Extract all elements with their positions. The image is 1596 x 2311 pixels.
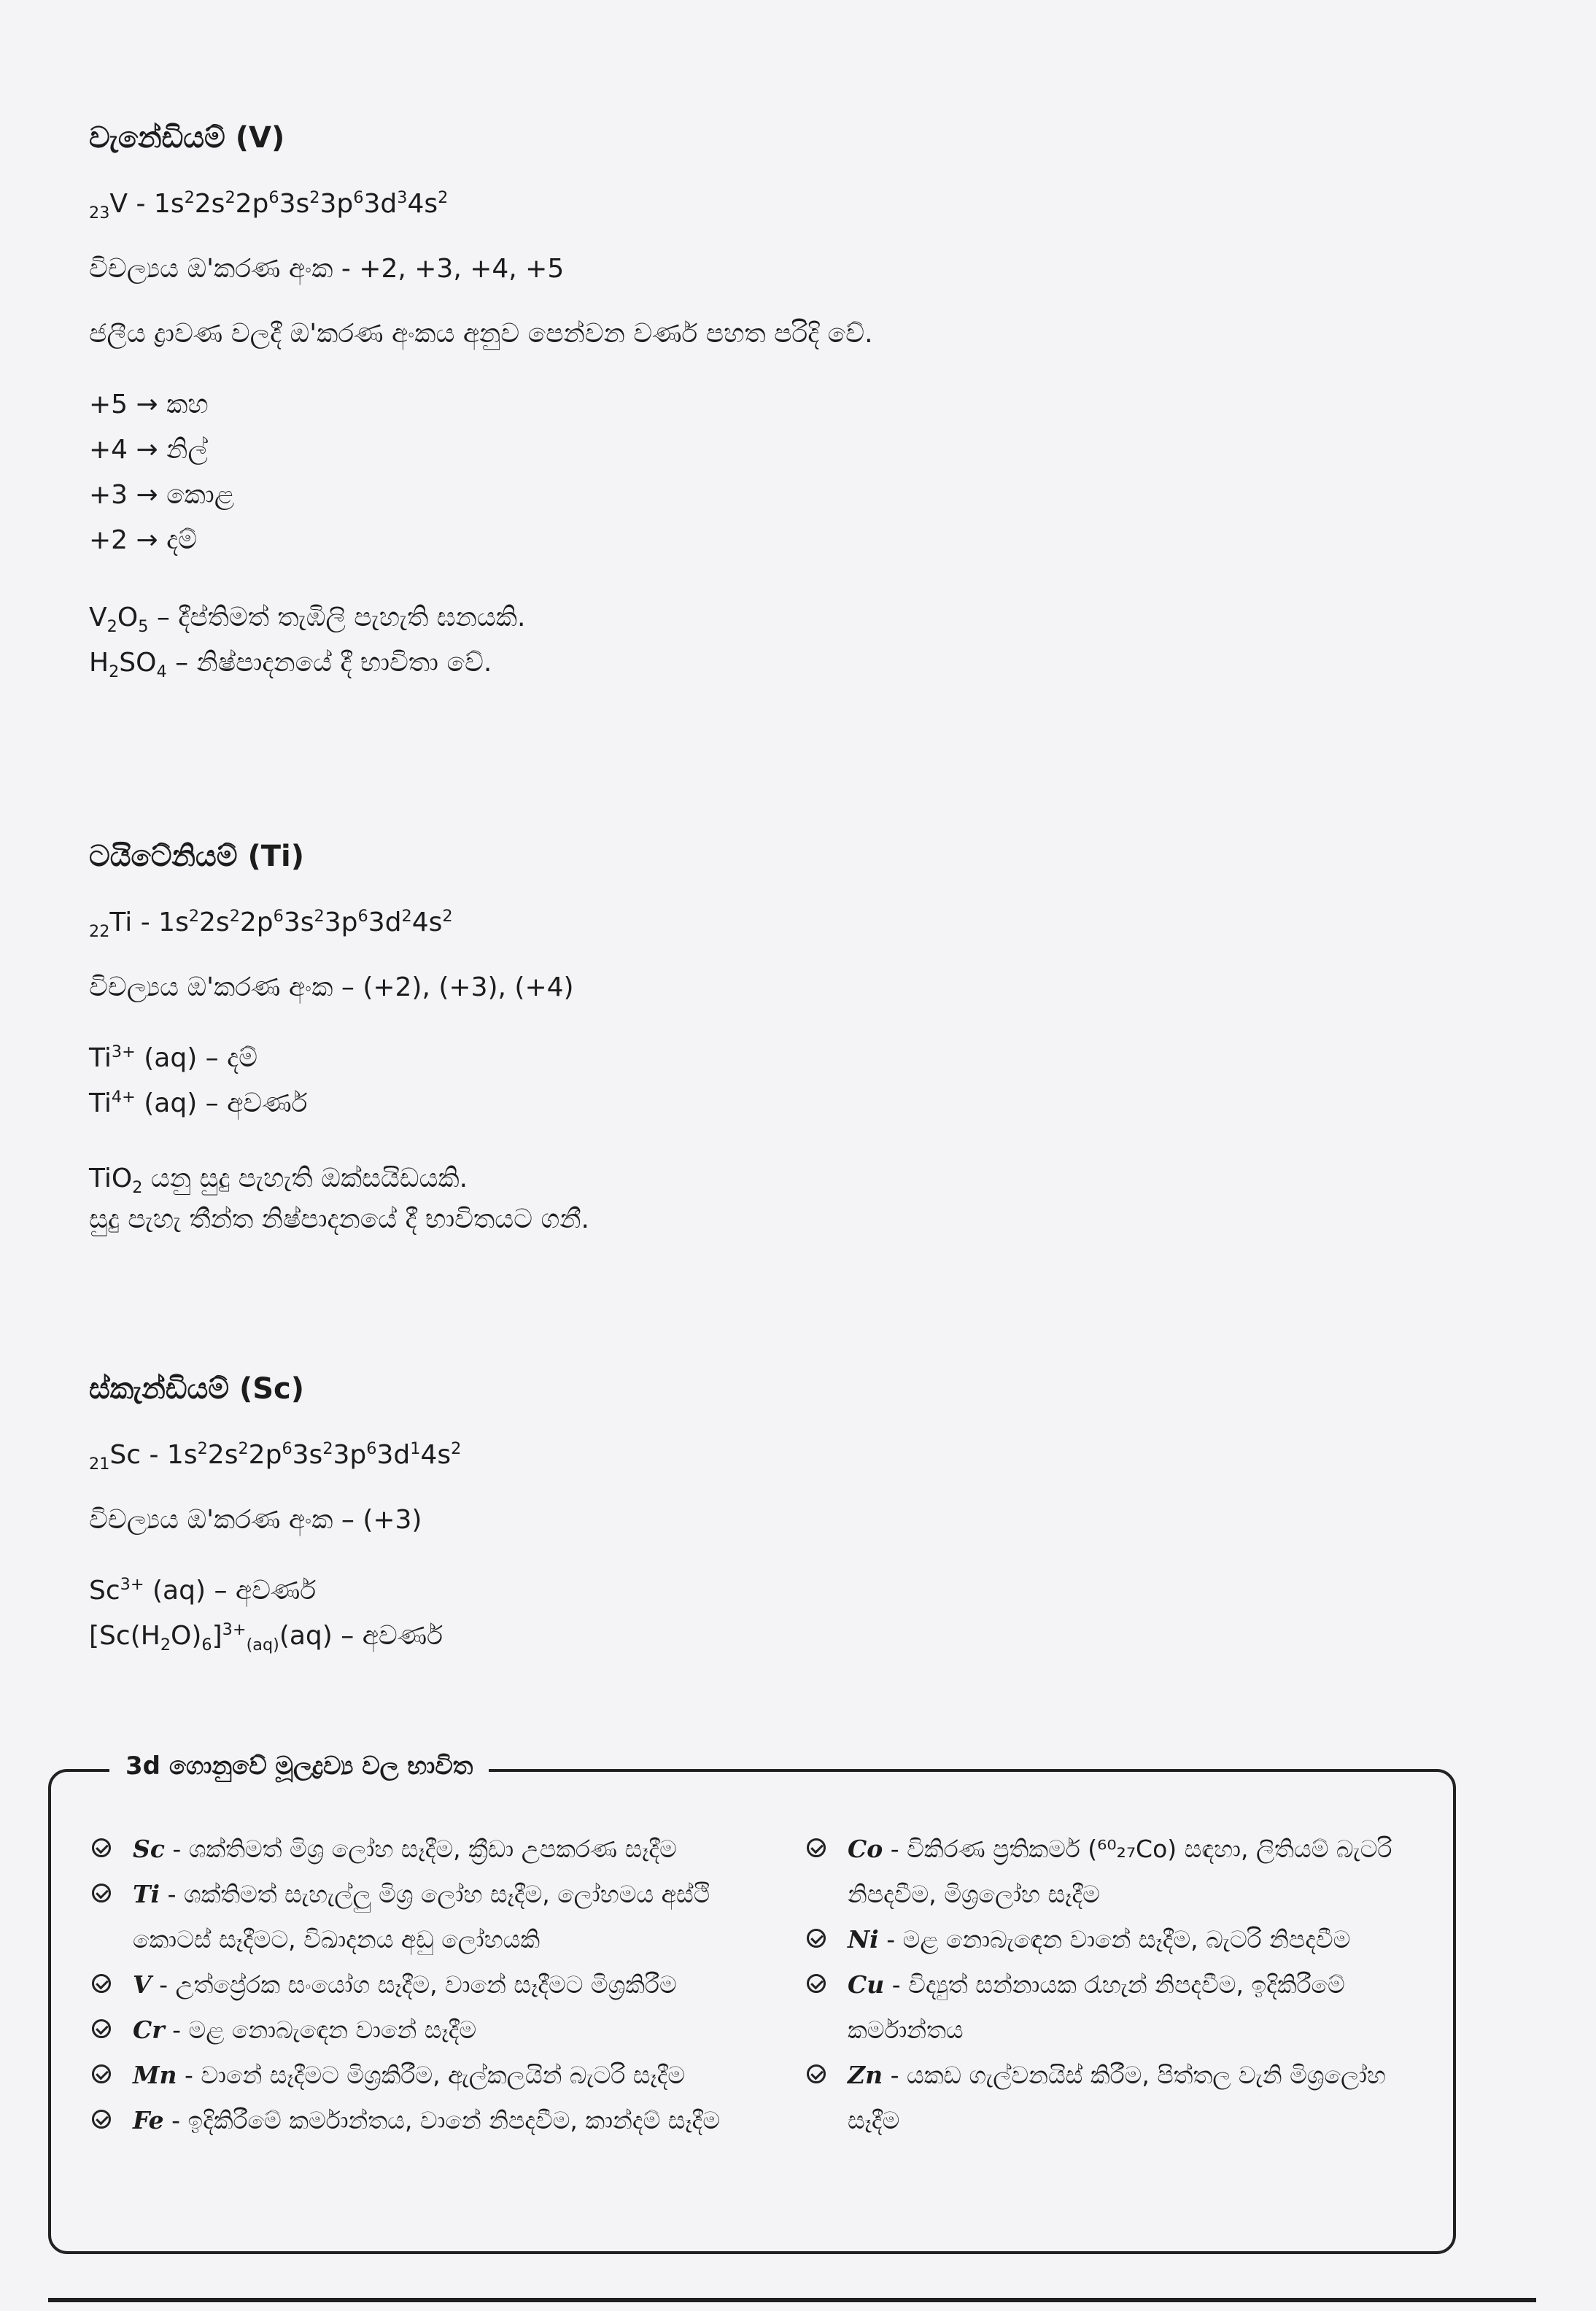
vanadium-section [89, 120, 1475, 686]
ti4-color: (aq) – අවර්ණ [135, 1088, 308, 1118]
use-text: - ඉදිකිරීමේ කර්මාන්තය, වානේ නිපදවීම, කාන්දම් සෑදීම [163, 2106, 721, 2134]
sc3-color: (aq) – අවර්ණ [144, 1576, 317, 1606]
vanadium-color-item: +4 → නිල් [89, 435, 208, 465]
scandium-electron-config: $_{21}Sc - 1s^22s^22p^63s^23p^63d^14s^2$ [89, 1439, 462, 1474]
element-symbol: Fe [133, 2106, 164, 2134]
element-symbol: Mn [133, 2061, 177, 2089]
scandium-heading: ස්කැන්ඩියම් (Sc) [89, 1372, 305, 1406]
use-item [92, 2098, 821, 2143]
use-item [92, 1827, 821, 1872]
vanadium-oxidation-states: විචල්‍යය ඔ'කරණ අංක - +2, +3, +4, +5 [89, 254, 565, 284]
tio2-description: යනු සුදු පැහැති ඔක්සයිඩයකි. [142, 1164, 468, 1193]
check-circle-icon [807, 2064, 826, 2083]
scandium-section [89, 1371, 1475, 1659]
use-item [807, 1827, 1434, 1917]
bottom-rule [48, 2298, 1536, 2302]
vanadium-color-item: +3 → කොළ [89, 480, 235, 510]
ti4-line: $Ti^{4+}$ (aq) – අවර්ණ [89, 1088, 308, 1118]
ti3-color: (aq) – දම් [135, 1043, 257, 1073]
use-text: - වානේ සෑදීමට මිශ්‍රකිරීම, ඇල්කලයින් බැටරි සෑදීම [177, 2061, 686, 2089]
uses-left-column [92, 1827, 821, 2143]
use-text: - යකඩ ගැල්වනයිස් කිරීම, පිත්තල වැනි මිශ්‍රලෝහ සෑදීම [848, 2061, 1386, 2134]
sc-complex-line: $[Sc(H_2O)_6]^{3+}_{(aq)}(aq)$ – අවර්ණ [89, 1620, 443, 1655]
tio2-line: TiO$_2$ යනු සුදු පැහැති ඔක්සයිඩයකි. [89, 1164, 468, 1198]
titanium-electron-config: $_{22}Ti - 1s^22s^22p^63s^23p^63d^24s^2$ [89, 907, 453, 942]
use-item [92, 2008, 821, 2053]
element-symbol: Co [848, 1835, 883, 1863]
ti3-line: $Ti^{3+}$ (aq) – දම් [89, 1042, 257, 1073]
element-symbol: Sc [133, 1835, 165, 1863]
use-text: - ශක්තිමත් මිශ්‍ර ලෝහ සෑදීම, ක්‍රීඩා උපකරණ සෑදීම [164, 1835, 677, 1863]
check-circle-icon [92, 2064, 111, 2083]
h2so4-description: – නිෂ්පාදනයේ දී භාවිතා වේ. [166, 648, 492, 678]
element-symbol: Cr [133, 2016, 165, 2044]
vanadium-colors-intro: ජලීය ද්‍රාවණ වලදී ඔ'කරණ අංකය අනුව පෙන්වන වර්ණ පහත පරිදි වේ. [89, 319, 873, 349]
element-symbol: Ni [848, 1925, 879, 1954]
element-symbol: Zn [848, 2061, 883, 2089]
use-text: - විද්‍යුත් සන්නායක රැහැන් නිපදවීම, ඉදිකිරීමේ කර්මාන්තය [848, 1970, 1345, 2044]
vanadium-electron-config: $_{23}V - 1s^22s^22p^63s^23p^63d^34s^2$ [89, 188, 449, 223]
v2o5-description: – දීප්තිමත් තැඹිලි පැහැති ඝනයකි. [148, 603, 526, 632]
use-item [807, 2053, 1434, 2143]
check-circle-icon [92, 1974, 111, 1993]
vanadium-color-item: +5 → කහ [89, 390, 209, 419]
titanium-section [89, 839, 1475, 1240]
sc3-line: $Sc^{3+}$ (aq) – අවර්ණ [89, 1575, 317, 1606]
use-text: - මළ නොබැඳෙන වානේ සෑදීම, බැටරි නිපදවීම [878, 1925, 1351, 1954]
uses-right-column [807, 1827, 1434, 2143]
uses-box [48, 1751, 1456, 2254]
check-circle-icon [807, 1838, 826, 1857]
h2so4-line: $H_2SO_4$ – නිෂ්පාදනයේ දී භාවිතා වේ. [89, 648, 492, 682]
titanium-heading: ටයිටේනියම් (Ti) [89, 840, 305, 873]
use-item [92, 1962, 821, 2008]
use-item [807, 1917, 1434, 1962]
check-circle-icon [807, 1974, 826, 1993]
use-text: - මළ නොබැඳෙන වානේ සෑදීම [164, 2016, 477, 2044]
element-symbol: Ti [133, 1880, 160, 1908]
element-symbol: Cu [848, 1970, 885, 1999]
use-text: - ශක්තිමත් සැහැල්ලු මිශ්‍ර ලෝහ සෑදීම, ලෝහමය අස්ථි කොටස් සෑදීමට, විඛාදනය අඩු ලෝහයකි [133, 1880, 710, 1954]
titanium-oxidation-states: විචල්‍යය ඔ'කරණ අංක – (+2), (+3), (+4) [89, 972, 574, 1002]
v2o5-line: $V_2O_5$ – දීප්තිමත් තැඹිලි පැහැති ඝනයකි. [89, 603, 526, 637]
sc-complex-color: (aq) – අවර්ණ [279, 1621, 443, 1651]
check-circle-icon [92, 2019, 111, 2038]
use-item [92, 2053, 821, 2098]
check-circle-icon [92, 1884, 111, 1902]
vanadium-color-item: +2 → දම් [89, 525, 197, 555]
scandium-oxidation-states: විචල්‍යය ඔ'කරණ අංක – (+3) [89, 1505, 422, 1535]
use-text: - උත්ප්‍රේරක සංයෝග සෑදීම, වානේ සෑදීමට මිශ්‍රකිරීම [151, 1970, 677, 1999]
white-paint-line: සුදු පැහැ තීන්ත නිෂ්පාදනයේ දී භාවිතයට ගනී. [89, 1204, 589, 1234]
uses-box-title: 3d ගොනුවේ මූලද්‍රව්‍ය වල භාවිත [109, 1751, 489, 1781]
use-item [92, 1872, 821, 1962]
vanadium-heading: වැනේඩියම් (V) [89, 121, 285, 155]
use-text: - විකිරණ ප්‍රතිකර්ම (⁶⁰₂₇Co) සඳහා, ලිතියම් බැටරි නිපදවීම, මිශ්‍රලෝහ සෑදීම [848, 1835, 1392, 1908]
use-item [807, 1962, 1434, 2053]
check-circle-icon [92, 2110, 111, 2129]
element-symbol: V [133, 1970, 152, 1999]
check-circle-icon [807, 1929, 826, 1948]
check-circle-icon [92, 1838, 111, 1857]
